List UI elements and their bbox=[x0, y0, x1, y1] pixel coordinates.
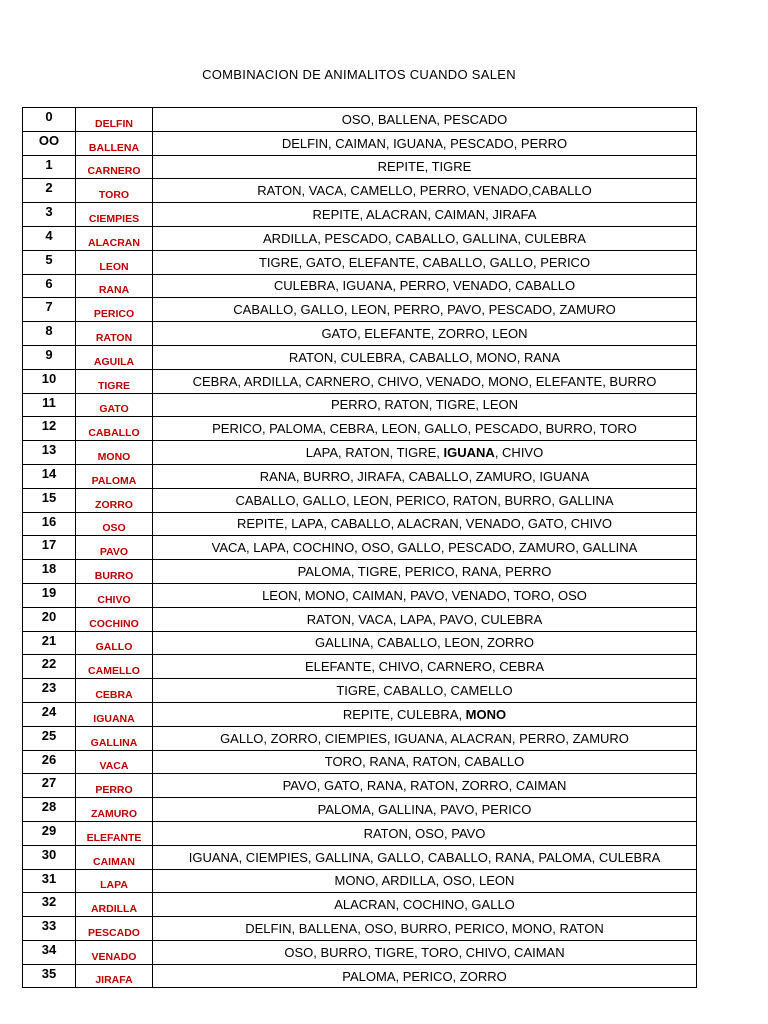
animal-combination: CEBRA, ARDILLA, CARNERO, CHIVO, VENADO, MONO, ELEFANTE, BURRO bbox=[153, 369, 697, 393]
animal-name: CAIMAN bbox=[76, 845, 153, 869]
animal-combination: RATON, CULEBRA, CABALLO, MONO, RANA bbox=[153, 345, 697, 369]
animal-combination: OSO, BURRO, TIGRE, TORO, CHIVO, CAIMAN bbox=[153, 940, 697, 964]
animal-combination: CABALLO, GALLO, LEON, PERICO, RATON, BURRO, GALLINA bbox=[153, 488, 697, 512]
animal-number: 17 bbox=[23, 536, 76, 560]
animal-combination: PALOMA, GALLINA, PAVO, PERICO bbox=[153, 798, 697, 822]
animal-name: RANA bbox=[76, 274, 153, 298]
animal-number: 31 bbox=[23, 869, 76, 893]
animal-number: 28 bbox=[23, 798, 76, 822]
table-row bbox=[23, 560, 697, 584]
combination-highlight: MONO bbox=[465, 706, 507, 722]
animal-number: 29 bbox=[23, 821, 76, 845]
animal-combination: CABALLO, GALLO, LEON, PERRO, PAVO, PESCADO, ZAMURO bbox=[153, 298, 697, 322]
table-row bbox=[23, 845, 697, 869]
animal-name: VENADO bbox=[76, 940, 153, 964]
table-row bbox=[23, 464, 697, 488]
table-row bbox=[23, 821, 697, 845]
page-title: COMBINACION DE ANIMALITOS CUANDO SALEN bbox=[202, 67, 516, 82]
animal-name: TORO bbox=[76, 179, 153, 203]
animal-number: 3 bbox=[23, 203, 76, 227]
animal-combination: GALLINA, CABALLO, LEON, ZORRO bbox=[153, 631, 697, 655]
animal-combination: TIGRE, GATO, ELEFANTE, CABALLO, GALLO, PERICO bbox=[153, 250, 697, 274]
animal-combination: ELEFANTE, CHIVO, CARNERO, CEBRA bbox=[153, 655, 697, 679]
animal-combination: TIGRE, CABALLO, CAMELLO bbox=[153, 679, 697, 703]
table-row bbox=[23, 155, 697, 179]
table-row bbox=[23, 274, 697, 298]
animal-number: 24 bbox=[23, 702, 76, 726]
animal-combination: PERRO, RATON, TIGRE, LEON bbox=[153, 393, 697, 417]
animal-name: LAPA bbox=[76, 869, 153, 893]
animal-combination: RATON, VACA, LAPA, PAVO, CULEBRA bbox=[153, 607, 697, 631]
animal-combination: ARDILLA, PESCADO, CABALLO, GALLINA, CULEBRA bbox=[153, 226, 697, 250]
animal-number: 8 bbox=[23, 322, 76, 346]
table-row bbox=[23, 607, 697, 631]
animal-name: GATO bbox=[76, 393, 153, 417]
animal-combination: VACA, LAPA, COCHINO, OSO, GALLO, PESCADO, ZAMURO, GALLINA bbox=[153, 536, 697, 560]
animal-name: MONO bbox=[76, 441, 153, 465]
animal-combination: DELFIN, BALLENA, OSO, BURRO, PERICO, MONO, RATON bbox=[153, 917, 697, 941]
animal-number: 18 bbox=[23, 560, 76, 584]
animal-name: GALLINA bbox=[76, 726, 153, 750]
table-row bbox=[23, 893, 697, 917]
animal-name: ZAMURO bbox=[76, 798, 153, 822]
animal-combination: MONO, ARDILLA, OSO, LEON bbox=[153, 869, 697, 893]
animal-number: 34 bbox=[23, 940, 76, 964]
animal-name: CABALLO bbox=[76, 417, 153, 441]
combinations-table bbox=[22, 107, 697, 988]
table-row bbox=[23, 203, 697, 227]
animal-combination: RATON, OSO, PAVO bbox=[153, 821, 697, 845]
animal-number: 9 bbox=[23, 345, 76, 369]
animal-combination: PALOMA, TIGRE, PERICO, RANA, PERRO bbox=[153, 560, 697, 584]
table-row bbox=[23, 917, 697, 941]
animal-name: ZORRO bbox=[76, 488, 153, 512]
animal-combination: PALOMA, PERICO, ZORRO bbox=[153, 964, 697, 988]
animal-combination bbox=[153, 441, 697, 465]
table-row bbox=[23, 631, 697, 655]
table-row bbox=[23, 702, 697, 726]
animal-name: CEBRA bbox=[76, 679, 153, 703]
animal-name: CHIVO bbox=[76, 583, 153, 607]
animal-name: PAVO bbox=[76, 536, 153, 560]
animal-number: 1 bbox=[23, 155, 76, 179]
animal-name: TIGRE bbox=[76, 369, 153, 393]
animal-combination: PAVO, GATO, RANA, RATON, ZORRO, CAIMAN bbox=[153, 774, 697, 798]
table-row bbox=[23, 417, 697, 441]
animal-name: ALACRAN bbox=[76, 226, 153, 250]
combination-highlight: IGUANA bbox=[443, 445, 495, 461]
table-body bbox=[23, 108, 697, 988]
combination-text: REPITE, CULEBRA, bbox=[342, 706, 466, 722]
animal-name: BALLENA bbox=[76, 131, 153, 155]
table-row bbox=[23, 322, 697, 346]
animal-name: PERICO bbox=[76, 298, 153, 322]
animal-number: 22 bbox=[23, 655, 76, 679]
animal-name: DELFIN bbox=[76, 108, 153, 132]
table-row bbox=[23, 750, 697, 774]
animal-name: JIRAFA bbox=[76, 964, 153, 988]
animal-name: PALOMA bbox=[76, 464, 153, 488]
animal-number: 0 bbox=[23, 108, 76, 132]
animal-combination: REPITE, TIGRE bbox=[153, 155, 697, 179]
animal-combination: TORO, RANA, RATON, CABALLO bbox=[153, 750, 697, 774]
animal-name: PERRO bbox=[76, 774, 153, 798]
animal-combination: CULEBRA, IGUANA, PERRO, VENADO, CABALLO bbox=[153, 274, 697, 298]
animal-name: BURRO bbox=[76, 560, 153, 584]
table-row bbox=[23, 512, 697, 536]
animal-number: 4 bbox=[23, 226, 76, 250]
animal-number: 33 bbox=[23, 917, 76, 941]
animal-combination: PERICO, PALOMA, CEBRA, LEON, GALLO, PESCADO, BURRO, TORO bbox=[153, 417, 697, 441]
table-row bbox=[23, 369, 697, 393]
table-row bbox=[23, 964, 697, 988]
table-row bbox=[23, 226, 697, 250]
animal-number: 11 bbox=[23, 393, 76, 417]
animal-name: GALLO bbox=[76, 631, 153, 655]
table-row bbox=[23, 655, 697, 679]
animal-name: LEON bbox=[76, 250, 153, 274]
animal-number: 19 bbox=[23, 583, 76, 607]
table-row bbox=[23, 441, 697, 465]
animal-number: 5 bbox=[23, 250, 76, 274]
combination-text: LAPA, RATON, TIGRE, bbox=[305, 445, 444, 461]
animal-number: OO bbox=[23, 131, 76, 155]
table-row bbox=[23, 940, 697, 964]
animal-combination: ALACRAN, COCHINO, GALLO bbox=[153, 893, 697, 917]
animal-name: CARNERO bbox=[76, 155, 153, 179]
animal-name: PESCADO bbox=[76, 917, 153, 941]
animal-number: 7 bbox=[23, 298, 76, 322]
animal-combination: DELFIN, CAIMAN, IGUANA, PESCADO, PERRO bbox=[153, 131, 697, 155]
animal-number: 6 bbox=[23, 274, 76, 298]
animal-combination: RANA, BURRO, JIRAFA, CABALLO, ZAMURO, IGUANA bbox=[153, 464, 697, 488]
table-row bbox=[23, 250, 697, 274]
table-row bbox=[23, 488, 697, 512]
table-row bbox=[23, 131, 697, 155]
animal-name: ELEFANTE bbox=[76, 821, 153, 845]
animal-name: VACA bbox=[76, 750, 153, 774]
table-row bbox=[23, 869, 697, 893]
animal-name: OSO bbox=[76, 512, 153, 536]
animal-number: 12 bbox=[23, 417, 76, 441]
animal-combination bbox=[153, 702, 697, 726]
animal-number: 10 bbox=[23, 369, 76, 393]
table-row bbox=[23, 345, 697, 369]
table-row bbox=[23, 798, 697, 822]
animal-number: 35 bbox=[23, 964, 76, 988]
table-row bbox=[23, 298, 697, 322]
table-row bbox=[23, 393, 697, 417]
animal-name: CAMELLO bbox=[76, 655, 153, 679]
table-row bbox=[23, 536, 697, 560]
table-row bbox=[23, 108, 697, 132]
animal-combination: REPITE, ALACRAN, CAIMAN, JIRAFA bbox=[153, 203, 697, 227]
animal-number: 30 bbox=[23, 845, 76, 869]
animal-number: 23 bbox=[23, 679, 76, 703]
animal-number: 27 bbox=[23, 774, 76, 798]
animal-name: COCHINO bbox=[76, 607, 153, 631]
animal-number: 15 bbox=[23, 488, 76, 512]
animal-combination: RATON, VACA, CAMELLO, PERRO, VENADO,CABALLO bbox=[153, 179, 697, 203]
animal-name: CIEMPIES bbox=[76, 203, 153, 227]
animal-number: 16 bbox=[23, 512, 76, 536]
animal-combination: GATO, ELEFANTE, ZORRO, LEON bbox=[153, 322, 697, 346]
animal-name: ARDILLA bbox=[76, 893, 153, 917]
animal-number: 2 bbox=[23, 179, 76, 203]
table-row bbox=[23, 726, 697, 750]
animal-number: 14 bbox=[23, 464, 76, 488]
table-row bbox=[23, 774, 697, 798]
table-row bbox=[23, 179, 697, 203]
table-row bbox=[23, 583, 697, 607]
animal-combination: IGUANA, CIEMPIES, GALLINA, GALLO, CABALLO, RANA, PALOMA, CULEBRA bbox=[153, 845, 697, 869]
animal-number: 25 bbox=[23, 726, 76, 750]
animal-combination: OSO, BALLENA, PESCADO bbox=[153, 108, 697, 132]
animal-number: 26 bbox=[23, 750, 76, 774]
table-row bbox=[23, 679, 697, 703]
animal-name: RATON bbox=[76, 322, 153, 346]
combination-text: , CHIVO bbox=[494, 445, 544, 461]
animal-combination: GALLO, ZORRO, CIEMPIES, IGUANA, ALACRAN, PERRO, ZAMURO bbox=[153, 726, 697, 750]
animal-combination: REPITE, LAPA, CABALLO, ALACRAN, VENADO, GATO, CHIVO bbox=[153, 512, 697, 536]
animal-name: IGUANA bbox=[76, 702, 153, 726]
animal-number: 20 bbox=[23, 607, 76, 631]
animal-number: 21 bbox=[23, 631, 76, 655]
animal-number: 13 bbox=[23, 441, 76, 465]
animal-name: AGUILA bbox=[76, 345, 153, 369]
animal-combination: LEON, MONO, CAIMAN, PAVO, VENADO, TORO, OSO bbox=[153, 583, 697, 607]
animal-number: 32 bbox=[23, 893, 76, 917]
